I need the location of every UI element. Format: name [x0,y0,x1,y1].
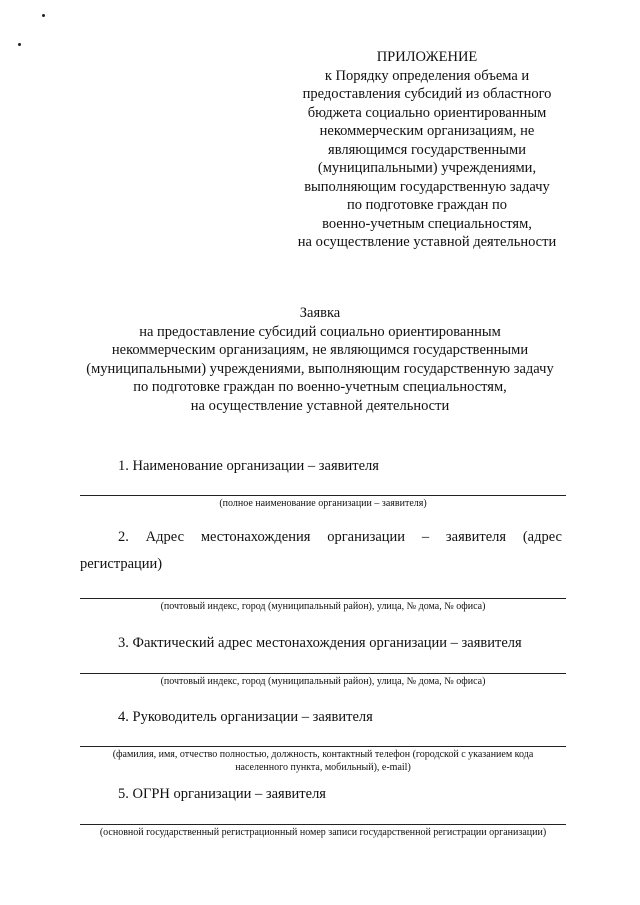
appendix-line: (муниципальными) учреждениями, [317,160,537,176]
field-3-label: 3. Фактический адрес местонахождения организации – заявителя [118,635,522,651]
field-1-line[interactable] [80,495,566,496]
appendix-header [288,48,566,252]
appendix-title: ПРИЛОЖЕНИЕ [376,49,478,65]
appendix-line: бюджета социально ориентированным [307,104,547,121]
field-2-label [118,529,562,546]
request-line: по подготовке граждан по военно-учетным специальностям, [133,379,507,395]
field-3-line[interactable] [80,673,566,674]
field-5-label: 5. ОГРН организации – заявителя [118,786,326,802]
field-4-hint [80,748,566,774]
scan-dot-top [42,14,45,17]
field-4-line[interactable] [80,746,566,747]
field-2-word: заявителя [445,529,507,545]
field-4-label: 4. Руководитель организации – заявителя [118,709,373,725]
field-2-hint: (почтовый индекс, город (муниципальный район), улица, № дома, № офиса) [160,601,486,612]
appendix-line: к Порядку определения объема и [324,67,530,84]
field-2-word: 2. [118,529,129,545]
field-2-word: местонахождения [200,529,311,545]
field-5-hint: (основной государственный регистрационный номер записи государственной регистрации организации) [99,827,547,838]
scan-dot-left [18,43,21,46]
field-1-hint: (полное наименование организации – заявителя) [219,498,427,509]
request-line: (муниципальными) учреждениями, выполняющим государственную задачу [86,360,554,377]
appendix-line: выполняющим государственную задачу [304,178,550,195]
request-line: на предоставление субсидий социально ориентированным [139,323,501,340]
appendix-line: военно-учетным специальностям, [322,215,532,232]
field-2-word: (адрес [522,529,562,545]
request-line: некоммерческим организациям, не являющимся государственными [111,342,529,358]
field-4-hint-line: населенного пункта, мобильный), e-mail) [235,762,411,773]
appendix-line: на осуществление уставной деятельности [297,234,557,250]
field-4-hint-line: (фамилия, имя, отчество полностью, должность, контактный телефон (городской с указанием кода [112,749,534,760]
request-line: на осуществление уставной деятельности [190,397,450,414]
field-2-continuation: регистрации) [80,556,163,572]
field-1-label: 1. Наименование организации – заявителя [118,458,379,474]
field-2-line[interactable] [80,598,566,599]
request-title: Заявка [299,305,341,321]
field-2-word: организации [327,529,406,545]
request-heading [60,304,580,415]
appendix-line: являющимся государственными [328,141,526,158]
field-3-hint: (почтовый индекс, город (муниципальный район), улица, № дома, № офиса) [160,676,486,687]
appendix-line: по подготовке граждан по [346,197,508,213]
field-2-word: Адрес [145,529,185,545]
appendix-line: некоммерческим организациям, не [319,123,535,139]
field-2-word: – [421,529,430,545]
appendix-line: предоставления субсидий из областного [302,86,552,102]
field-5-line[interactable] [80,824,566,825]
